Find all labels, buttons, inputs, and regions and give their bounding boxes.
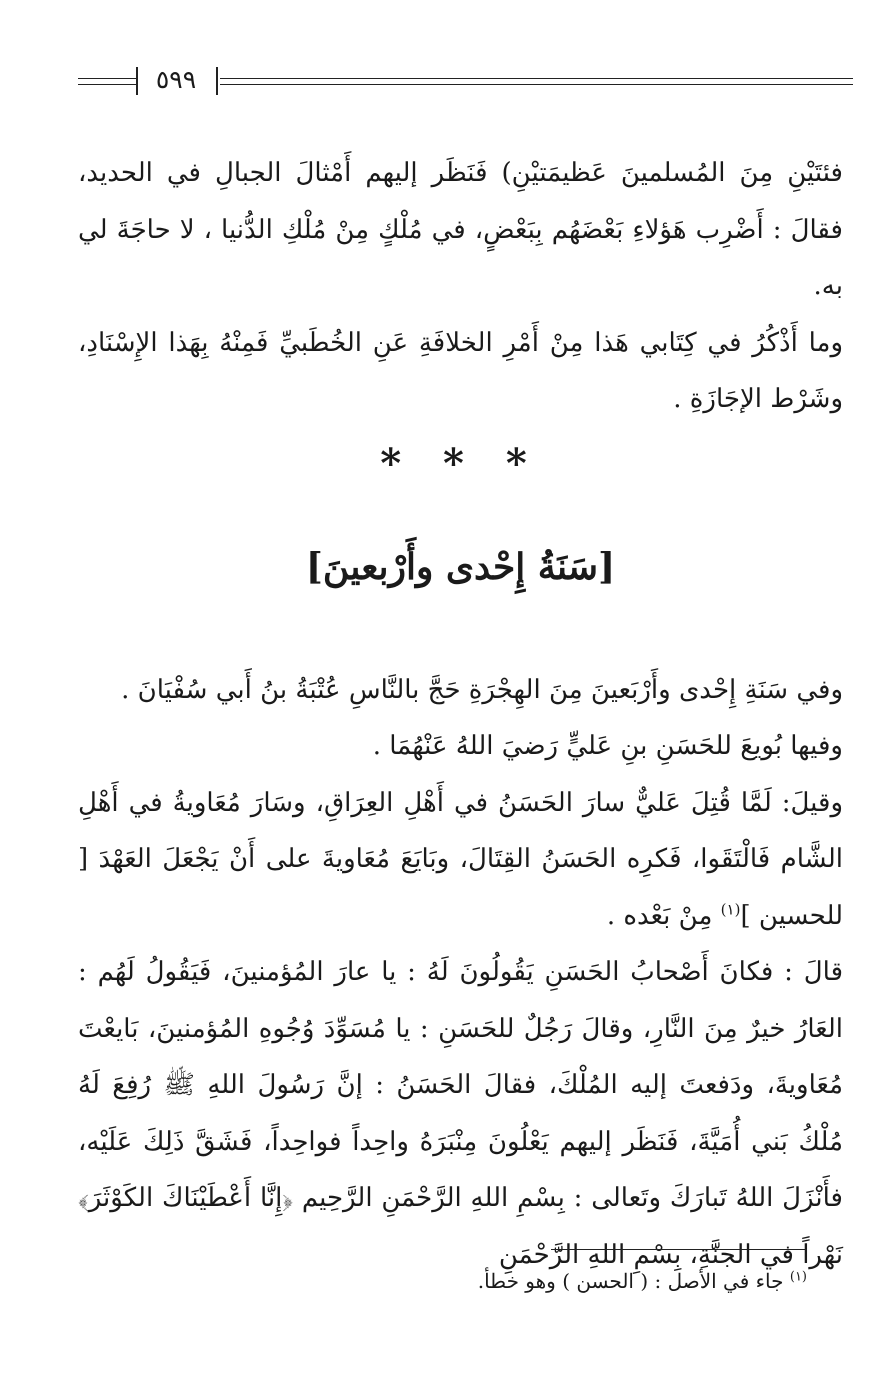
header-tick bbox=[216, 67, 218, 95]
page-header bbox=[78, 62, 853, 102]
paragraph-text: وقيلَ: لَمَّا قُتِلَ عَليٌّ سارَ الحَسَنُ في أَهْلِ العِرَاقِ، وسَارَ مُعَاويةُ في أَهْلِ الشَّام فَالْتَقَوا، فَكرِه الحَسَنُ القِتَالَ، وبَايَعَ مُعَاويةَ على أَنْ يَجْعَلَ العَهْدَ [ للحسين ] bbox=[78, 787, 843, 931]
footnote-number: (١) bbox=[789, 1269, 807, 1285]
header-rule-right bbox=[220, 78, 853, 85]
paragraph: وفي سَنَةِ إِحْدى وأَرْبَعينَ مِنَ الهِجْرَةِ حَجَّ بالنَّاسِ عُتْبَةُ بنُ أَبي سُفْيَانَ . bbox=[121, 674, 843, 705]
paragraph: وفيها بُويعَ للحَسَنِ بنِ عَليٍّ رَضيَ اللهُ عَنْهُمَا . bbox=[372, 731, 843, 761]
page-number: ٥٩٩ bbox=[155, 65, 197, 94]
footnote-divider bbox=[551, 1249, 807, 1250]
paragraph: فئتَيْنِ مِنَ المُسلمينَ عَظيمَتيْنِ) فَنَظَر إليهم أَمْثالَ الجبالِ في الحديد، فقالَ : أَضْرِب هَؤلاءِ بَعْضَهُم بِبَعْضٍ، في مُلْكٍ مِنْ مُلْكِ الدُّنيا ، لا حاجَةَ لي به. bbox=[78, 158, 843, 301]
footnote-reference[interactable]: (١) bbox=[720, 899, 741, 918]
chapter-title: [سَنَةُ إِحْدى وأَرْبعينَ] bbox=[305, 545, 616, 588]
paragraph-text: مِنْ بَعْده . bbox=[606, 900, 721, 931]
page-body bbox=[78, 145, 843, 1283]
section-separator: * * * bbox=[380, 439, 541, 487]
footnote-text: جاء في الأصل : ( الحسن ) وهو خطأ. bbox=[477, 1269, 790, 1293]
paragraph: وما أَذْكُرُ في كِتَابي هَذا مِنْ أَمْرِ الخلافَةِ عَنِ الخُطَبيِّ فَمِنْهُ بِهَذا الإِسْنَادِ، وشَرْط الإجَازَةِ . bbox=[78, 327, 843, 414]
paragraph bbox=[78, 775, 843, 945]
header-rule-left bbox=[78, 78, 136, 85]
footnote bbox=[42, 1266, 807, 1296]
chapter-body bbox=[78, 662, 843, 1284]
paragraph: قالَ : فكانَ أَصْحابُ الحَسَنِ يَقُولُونَ لَهُ : يا عارَ المُؤمنينَ، فَيَقُولُ لَهُم : العَارُ خيرٌ مِنَ النَّارِ، وقالَ رَجُلٌ للحَسَنِ : يا مُسَوِّدَ وُجُوهِ المُؤمنينَ، بَايعْتَ مُعَاويةَ، ودَفعتَ إليه المُلْكَ، فقالَ الحَسَنُ : إنَّ رَسُولَ اللهِ ﷺ رُفِعَ لَهُ مُلْكُ بَني أُمَيَّةَ، فَنَظَر إليهم يَعْلُونَ مِنْبَرَهُ واحِداً فواحِداً، فَشَقَّ ذَلِكَ عَلَيْه، فأَنْزَلَ اللهُ تَبارَكَ وتَعالى : بِسْمِ اللهِ الرَّحْمَنِ الرَّحِيم ﴿إِنَّا أَعْطَيْنَاكَ الكَوْثَرَ﴾ نَهْراً في الجنَّةِ، بِسْمِ اللهِ الرَّحْمَنِ bbox=[78, 957, 843, 1270]
